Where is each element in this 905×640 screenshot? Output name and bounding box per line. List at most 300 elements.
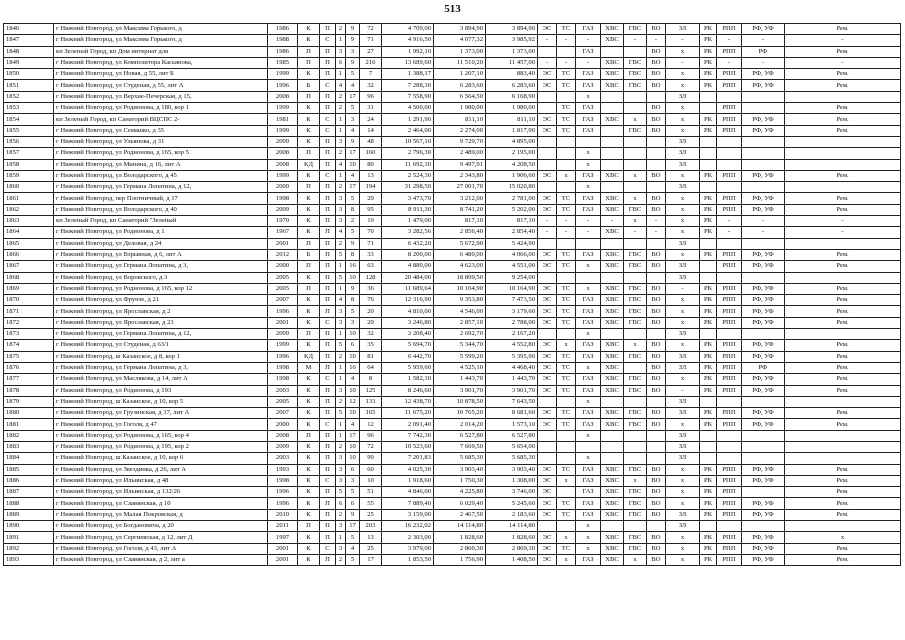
table-cell [700,441,717,452]
table-cell: 5 [346,193,360,204]
table-cell: П [320,295,336,306]
table-cell: ТС [557,419,576,430]
table-cell: 1 207,10 [434,69,486,80]
table-cell: 2 [336,509,346,520]
table-cell: г Нижний Новгород, ул Взрывная, д 6, лит А [54,249,268,260]
table-cell: П [320,329,336,340]
table-cell: Рем. [785,340,901,351]
table-cell: 5 [346,554,360,565]
table-cell: РФ, УФ [742,498,785,509]
table-cell: 1882 [4,430,54,441]
table-row [4,114,901,125]
table-cell: ГАЗ [576,170,601,181]
table-cell [557,159,576,170]
table-cell: РК [700,283,717,294]
table-cell: ЭС [538,532,557,543]
table-cell: П [298,46,320,57]
table-cell: 35 [360,340,382,351]
table-cell: 2 869,30 [486,543,538,554]
table-cell: ТС [557,509,576,520]
table-cell: х [666,103,700,114]
table-row [4,46,901,57]
table-cell [700,430,717,441]
table-cell: ГАЗ [576,498,601,509]
table-cell [700,91,717,102]
table-cell: С [320,543,336,554]
table-cell: 72 [360,441,382,452]
table-cell: 8 [360,374,382,385]
table-cell: ВО [647,80,666,91]
table-cell: РФ, УФ [742,295,785,306]
table-cell: 7 889,40 [382,498,434,509]
table-cell: ЭС [538,170,557,181]
table-cell: С [320,475,336,486]
table-cell: ХВС [601,283,624,294]
table-cell: К [298,408,320,419]
table-cell [717,453,742,464]
table-cell: г Нижний Новгород, ул Минина, д 16, лит А [54,159,268,170]
table-cell: г Нижний Новгород, ул Малая Покровская, д [54,509,268,520]
table-cell: х [666,227,700,238]
table-cell [717,521,742,532]
table-cell: РПП [717,114,742,125]
table-cell: х [557,170,576,181]
table-cell: РПП [717,204,742,215]
table-cell [624,182,647,193]
table-cell: КД [298,159,320,170]
table-cell: 10 [346,453,360,464]
table-cell: 1860 [4,182,54,193]
table-row [4,227,901,238]
table-cell: 32 [360,329,382,340]
table-cell: П [320,46,336,57]
table-cell: ТС [557,261,576,272]
table-cell: 1888 [4,498,54,509]
table-cell: П [298,238,320,249]
table-cell: ТС [557,408,576,419]
table-cell: х [666,475,700,486]
table-cell: 2 [336,24,346,35]
table-cell: ТС [557,543,576,554]
table-cell: 12 [346,396,360,407]
table-cell: 20 [360,317,382,328]
table-cell: 7 473,50 [486,295,538,306]
table-cell: ВО [647,362,666,373]
table-cell: х [624,193,647,204]
table-cell: 9 [346,24,360,35]
table-cell: г Нижний Новгород, ул Славянская, д 2, лит а [54,554,268,565]
table-cell: Рем. [785,306,901,317]
table-cell: П [298,329,320,340]
table-cell: Рем. [785,498,901,509]
table-cell: 1996 [268,306,298,317]
table-cell [742,453,785,464]
table-cell: ГАЗ [576,419,601,430]
table-cell: - [557,57,576,68]
table-cell: 4 880,00 [382,261,434,272]
table-cell [742,396,785,407]
table-cell: ХВС [601,35,624,46]
table-cell: ЗЛ [666,91,700,102]
table-cell: ТС [557,249,576,260]
table-cell [785,396,901,407]
table-cell: - [666,385,700,396]
table-cell: П [298,430,320,441]
table-cell [700,136,717,147]
table-cell: 9 254,00 [486,272,538,283]
table-cell: РК [700,57,717,68]
table-cell: 1876 [4,362,54,373]
table-cell: РПП [717,340,742,351]
table-cell: П [320,521,336,532]
table-cell [647,430,666,441]
table-cell: ТС [557,114,576,125]
table-cell: 3 212,00 [434,193,486,204]
table-cell: х [624,340,647,351]
table-cell: х [576,521,601,532]
table-cell: 1 479,00 [382,216,434,227]
table-cell: х [576,182,601,193]
table-cell: 8 681,60 [486,408,538,419]
table-cell: ЗЛ [666,453,700,464]
table-cell: г Нижний Новгород, ул Гоголя, д 47 [54,419,268,430]
table-cell: 4 623,00 [434,261,486,272]
table-cell [717,430,742,441]
table-cell: 4 [336,80,346,91]
table-row [4,543,901,554]
table-cell: 2 [336,351,346,362]
table-cell: ВО [647,464,666,475]
table-cell: 16 [346,362,360,373]
table-cell: П [320,91,336,102]
table-cell: РК [700,475,717,486]
table-cell: 1877 [4,374,54,385]
table-cell: П [320,509,336,520]
table-cell: 1864 [4,227,54,238]
table-cell: 5 [336,249,346,260]
table-cell: 31 298,50 [382,182,434,193]
table-cell: х [666,419,700,430]
table-row [4,385,901,396]
table-cell: 63 [360,261,382,272]
table-cell: 3 [336,136,346,147]
table-row [4,408,901,419]
table-cell: П [320,430,336,441]
table-cell [785,238,901,249]
table-cell: 2011 [268,521,298,532]
table-cell: ЗЛ [666,430,700,441]
table-cell: 7 288,30 [382,80,434,91]
table-cell: 1846 [4,24,54,35]
table-cell: 1993 [268,464,298,475]
table-cell: 4 468,40 [486,362,538,373]
table-cell: Рем. [785,125,901,136]
table-cell: ХВС [601,306,624,317]
table-cell: 2 014,20 [434,419,486,430]
table-cell: К [298,464,320,475]
table-cell: ТС [557,193,576,204]
table-cell: 3 246,80 [382,317,434,328]
table-cell: х [666,249,700,260]
table-cell [557,441,576,452]
table-cell: 5 [346,69,360,80]
table-cell [601,136,624,147]
table-cell: РПП [717,509,742,520]
table-cell: РПП [717,193,742,204]
table-row [4,441,901,452]
table-cell [647,182,666,193]
table-cell: 17 [346,148,360,159]
table-cell: 2 781,00 [486,193,538,204]
table-cell: ВО [647,170,666,181]
table-cell: 1 [336,261,346,272]
table-cell: г Нижний Новгород, ул Семашко, д 35 [54,125,268,136]
table-cell: К [298,306,320,317]
table-cell: ВО [647,204,666,215]
table-cell: 4 025,30 [382,464,434,475]
table-cell: х [624,554,647,565]
table-cell: П [320,193,336,204]
table-cell: 2 [336,554,346,565]
table-cell: 2005 [268,283,298,294]
table-cell: х [576,159,601,170]
table-cell: кп Зеленый Город, кп Санаторий "Зеленый [54,216,268,227]
table-cell: 3 [346,317,360,328]
table-cell: 5 395,90 [486,351,538,362]
table-cell: х [666,114,700,125]
table-cell: РК [700,227,717,238]
table-cell: 216 [360,57,382,68]
table-cell: 194 [360,182,382,193]
table-cell: П [320,362,336,373]
table-cell: ВО [647,475,666,486]
table-cell: г Нижний Новгород, ул Максима Горького, д [54,24,268,35]
table-cell: ХВС [601,464,624,475]
table-cell: РПП [717,317,742,328]
table-cell: Рем. [785,362,901,373]
table-cell: 1874 [4,340,54,351]
table-cell: - [557,227,576,238]
table-cell: 2 464,00 [382,125,434,136]
table-cell: ЭС [538,408,557,419]
table-cell: П [320,498,336,509]
table-cell: 3 985,92 [486,35,538,46]
table-cell: РПП [717,351,742,362]
table-cell [785,136,901,147]
table-cell: 1 [336,114,346,125]
table-cell: 2007 [268,408,298,419]
table-cell: г Нижний Новгород, ул Володарского, д 40 [54,204,268,215]
table-cell: 1 [336,532,346,543]
table-cell: 1857 [4,148,54,159]
table-cell: К [298,554,320,565]
table-cell: РФ, УФ [742,170,785,181]
table-cell: 1996 [268,498,298,509]
table-cell: х [624,475,647,486]
table-cell: 125 [360,385,382,396]
table-cell: К [298,396,320,407]
table-cell [700,148,717,159]
table-cell: РПП [717,103,742,114]
table-cell: г Нижний Новгород, ул Германа Лопатина, д 12, [54,329,268,340]
table-cell: П [320,487,336,498]
table-cell: 1875 [4,351,54,362]
table-cell [538,136,557,147]
table-cell: г Нижний Новгород, ул Студеная, д 63/1 [54,340,268,351]
table-cell: 1999 [268,340,298,351]
table-cell: ГАЗ [576,340,601,351]
table-cell: П [320,385,336,396]
table-cell: 2 [336,103,346,114]
table-cell: РФ, УФ [742,543,785,554]
table-cell: С [320,114,336,125]
table-cell: К [298,136,320,147]
table-cell: 8 911,30 [382,204,434,215]
table-cell: К [298,441,320,452]
table-cell: 1854 [4,114,54,125]
table-cell: РПП [717,170,742,181]
table-cell: РПП [717,487,742,498]
table-cell: 10 878,50 [434,396,486,407]
table-cell: П [320,408,336,419]
table-cell: 11 510,20 [434,57,486,68]
table-cell: ЭС [538,475,557,486]
table-cell [557,182,576,193]
table-cell: 17 [346,91,360,102]
table-cell: ЗЛ [666,272,700,283]
table-cell [700,396,717,407]
table-cell: РПП [717,374,742,385]
table-cell: х [666,498,700,509]
table-cell: г Нижний Новгород, ул Новая, д 55, лит Б [54,69,268,80]
table-cell: К [298,295,320,306]
table-cell: 4 208,50 [486,159,538,170]
table-cell: х [666,80,700,91]
table-cell: Рем. [785,46,901,57]
table-cell: х [666,487,700,498]
table-cell: г Нижний Новгород, ш Казанское, д 10, кор 5 [54,396,268,407]
table-cell: 817,10 [486,216,538,227]
table-cell: 1883 [4,441,54,452]
table-cell: РПП [717,261,742,272]
table-cell: 7 742,30 [382,430,434,441]
table-cell: - [742,227,785,238]
table-cell [538,272,557,283]
table-cell: 32 [360,80,382,91]
table-cell: - [742,35,785,46]
table-cell: х [576,362,601,373]
table-cell: х [666,554,700,565]
table-cell: К [298,543,320,554]
table-cell [742,430,785,441]
table-cell: 10 [346,408,360,419]
table-cell: 1970 [268,216,298,227]
table-cell: 2003 [268,453,298,464]
table-cell: 10 567,10 [382,136,434,147]
table-cell: РПП [717,125,742,136]
table-cell [742,329,785,340]
table-cell: 6 [336,498,346,509]
table-cell: ЭС [538,306,557,317]
table-cell: 9 [346,283,360,294]
table-cell: х [576,283,601,294]
table-row [4,521,901,532]
table-cell: 6 [336,57,346,68]
table-cell [601,125,624,136]
table-cell: ВО [647,408,666,419]
table-cell: 31 [360,103,382,114]
table-cell [717,148,742,159]
table-row [4,238,901,249]
table-cell: х [576,543,601,554]
table-cell: 2 [336,182,346,193]
table-cell: г Нижний Новгород, ул Деловая, д 24 [54,238,268,249]
table-cell [601,148,624,159]
table-cell: г Нижний Новгород, ул Ильинская, д 48 [54,475,268,486]
table-cell [557,487,576,498]
table-cell: 1878 [4,385,54,396]
table-cell: 2012 [268,249,298,260]
table-row [4,125,901,136]
table-cell: РК [700,114,717,125]
table-cell: П [298,57,320,68]
table-cell [576,238,601,249]
table-cell: 17 [346,182,360,193]
table-cell: ГАЗ [576,317,601,328]
table-cell: ВО [647,487,666,498]
table-cell: РК [700,498,717,509]
table-cell: ГАЗ [576,306,601,317]
table-cell: ГВС [624,419,647,430]
table-cell [538,91,557,102]
table-cell: РФ, УФ [742,283,785,294]
table-cell: ГАЗ [576,374,601,385]
table-cell: 1 853,50 [382,554,434,565]
table-cell: ВО [647,295,666,306]
table-cell: ЭС [538,283,557,294]
table-cell: ГАЗ [576,487,601,498]
table-cell: 72 [360,24,382,35]
table-cell: ХВС [601,227,624,238]
table-cell: х [785,532,901,543]
table-cell: г Нижний Новгород, ул Ярославская, д 23 [54,317,268,328]
table-cell: К [298,498,320,509]
table-cell: 95 [360,204,382,215]
table-cell: 5 [336,340,346,351]
table-cell: ВО [647,498,666,509]
table-cell: К [298,272,320,283]
table-cell: 1 918,60 [382,475,434,486]
table-cell: РФ, УФ [742,475,785,486]
table-cell: - [717,57,742,68]
table-cell: 5 [336,487,346,498]
table-cell: РФ, УФ [742,114,785,125]
table-cell: ЭС [538,487,557,498]
table-cell: П [298,283,320,294]
table-cell [647,441,666,452]
table-cell: ХВС [601,487,624,498]
table-cell: - [785,35,901,46]
table-cell: 3 894,90 [434,24,486,35]
table-cell: 8 [346,204,360,215]
table-cell [601,396,624,407]
table-cell: х [666,306,700,317]
table-cell: г Нижний Новгород, ул Маслякова, д 14, лит А [54,374,268,385]
table-cell [742,159,785,170]
page-number: 513 [444,3,461,15]
table-cell: РФ, УФ [742,408,785,419]
table-cell: ГАЗ [576,249,601,260]
